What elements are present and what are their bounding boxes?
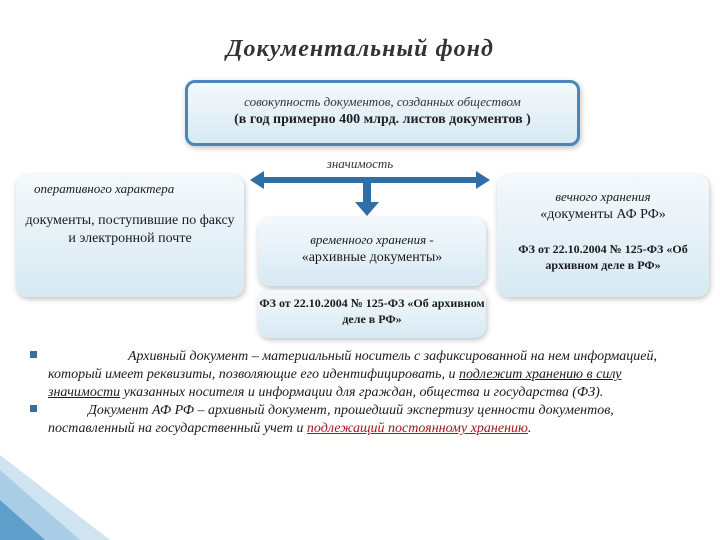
permanent-sub: «документы АФ РФ» [540, 206, 666, 222]
bullet1-emphasis: подлежит хранению в силу значимости [48, 367, 622, 400]
bullet2-part3: . [527, 421, 532, 436]
temporary-storage-box [258, 218, 486, 286]
square-bullet-icon [30, 351, 37, 358]
bullet-af-document [30, 402, 695, 438]
temporary-sub: «архивные документы» [301, 249, 443, 265]
definitions-list [30, 348, 695, 438]
operational-body: документы, поступившие по факсу и электронной почте [25, 212, 235, 247]
permanent-law: ФЗ от 22.10.2004 № 125-ФЗ «Об архивном деле в РФ» [518, 242, 688, 272]
corner-decoration [0, 440, 720, 540]
significance-label: значимость [326, 156, 394, 171]
square-bullet-icon [30, 405, 37, 412]
fund-definition-text: совокупность документов, созданных обществом [244, 94, 521, 109]
bullet2-part1: Документ АФ РФ – архивный документ, прошедший экспертизу ценности документов, поставленный на государственный учет и [48, 403, 614, 436]
temporary-law-box: ФЗ от 22.10.2004 № 125-ФЗ «Об архивном деле в РФ» [258, 290, 486, 338]
fund-definition-box [185, 80, 580, 146]
bullet1-text [48, 349, 657, 400]
permanent-storage-box [497, 175, 709, 297]
bullet2-text [48, 403, 614, 436]
permanent-heading: вечного хранения [555, 189, 651, 204]
down-arrow-icon [355, 182, 379, 216]
bullet1-part3: указанных носителя и информации для граждан, общества и государства (ФЗ). [120, 385, 604, 400]
fund-volume-text: (в год примерно 400 млрд. листов документов ) [234, 111, 531, 127]
operational-heading: оперативного характера [34, 181, 175, 196]
temporary-heading: временного хранения - [310, 232, 434, 247]
bullet2-emphasis: подлежащий постоянному хранению [306, 421, 528, 436]
bullet1-part1: Архивный документ – материальный носитель с зафиксированной на нем информацией, который имеет реквизиты, позволяющие его идентифицировать, и [48, 349, 658, 382]
operational-docs-box [16, 175, 244, 297]
slide-title: Документальный фонд [226, 36, 494, 62]
bullet-archive-document [30, 348, 695, 402]
